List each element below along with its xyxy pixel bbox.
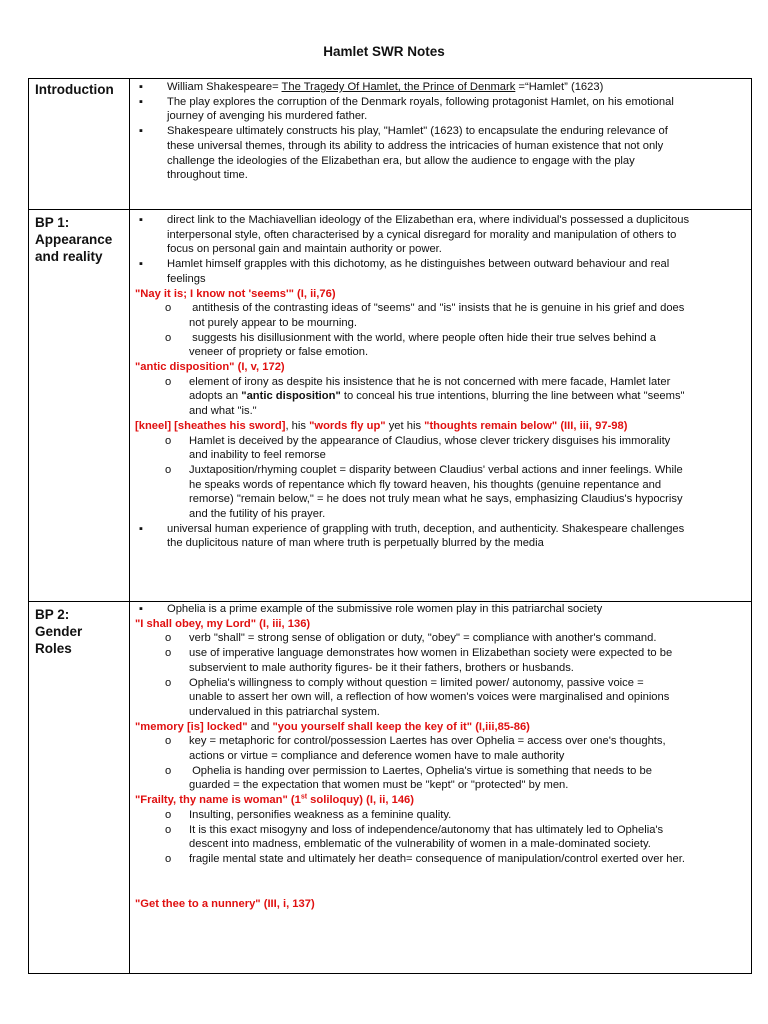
- quote: "antic disposition" (I, v, 172): [135, 361, 285, 374]
- list-item: o Ophelia is handing over permission to Laertes, Ophelia's virtue is something that needs to be: [165, 764, 652, 777]
- list-item: o It is this exact misogyny and loss of independence/autonomy that has ultimately led to Ophelia's: [165, 823, 664, 836]
- intro-cell: ▪ William Shakespeare= The Tragedy Of Hamlet, the Prince of Denmark =“Hamlet” (1623) ▪ The play explores the corruption of the Denmark royals, following protagonist Hamlet, on his emotional journey of avenging his murdered father. ▪ Shakespeare ultimately constructs his play, "Hamlet" (1623) to encapsulate the enduring relevance of these universal themes, through its ability to address the intricacies of human existence that not only challenge the ideologies of the Elizabethan era, but allow the audience to engage with the play throughout time.: [135, 80, 745, 183]
- list-item: ▪ William Shakespeare= The Tragedy Of Hamlet, the Prince of Denmark =“Hamlet” (1623): [139, 81, 604, 93]
- list-item: o element of irony as despite his insistence that he is not concerned with mere facade, Hamlet later: [165, 375, 671, 388]
- quote: "Get thee to a nunnery" (III, i, 137): [135, 897, 315, 910]
- list-item: ▪ Shakespeare ultimately constructs his play, "Hamlet" (1623) to encapsulate the enduring relevance of: [139, 125, 668, 138]
- list-item: ▪ direct link to the Machiavellian ideology of the Elizabethan era, where individual's possessed a duplicitous: [139, 214, 690, 226]
- list-item: o antithesis of the contrasting ideas of "seems" and "is" insists that he is genuine in his grief and does: [165, 302, 685, 315]
- list-item: ▪ The play explores the corruption of the Denmark royals, following protagonist Hamlet, on his emotional: [139, 95, 674, 108]
- list-item: o Juxtaposition/rhyming couplet = disparity between Claudius' verbal actions and inner feelings. While: [165, 463, 683, 476]
- bp1-label: BP 1: Appearance and reality: [35, 215, 113, 264]
- intro-label: Introduction: [35, 82, 114, 97]
- page-title: Hamlet SWR Notes: [323, 44, 445, 59]
- list-item: o Insulting, personifies weakness as a feminine quality.: [165, 808, 452, 821]
- list-item: o Ophelia's willingness to comply without question = limited power/ autonomy, passive voice =: [165, 676, 644, 689]
- list-item: o fragile mental state and ultimately her death= consequence of manipulation/control exerted over her.: [165, 852, 685, 865]
- list-item: ▪ Hamlet himself grapples with this dichotomy, as he distinguishes between outward behaviour and real: [139, 258, 670, 271]
- list-item: o key = metaphoric for control/possession Laertes has over Ophelia = access over one's thoughts,: [165, 735, 666, 748]
- quote: "Frailty, thy name is woman" (1st soliloquy) (I, ii, 146): [135, 793, 414, 807]
- quote: "Nay it is; I know not 'seems'" (I, ii,76): [135, 287, 336, 300]
- list-item: ▪ Ophelia is a prime example of the submissive role women play in this patriarchal society: [139, 603, 603, 615]
- list-item: o suggests his disillusionment with the world, where people often hide their true selves behind a: [165, 331, 657, 344]
- quote: "I shall obey, my Lord" (I, iii, 136): [135, 617, 311, 630]
- bp2-label: BP 2: Gender Roles: [35, 607, 83, 656]
- bp2-cell: ▪ Ophelia is a prime example of the submissive role women play in this patriarchal society "I shall obey, my Lord" (I, iii, 136) o verb "shall" = strong sense of obligation or duty, "obey" = compliance with another's command. o use of imperative language demonstrates how women in Elizabethan society were expected to be subservient to male authority figures- be it their fathers, brothers or husbands. o Ophelia's willingness to comply without question = limited power/ autonomy, passive voice = unable to assert her own will, a reflection of how women's voices were marginalised and opinions undervalued in this patriarchal system. "memory [is] locked" and "you yourself shall keep the key of it" (I,iii,85-86) o key = metaphoric for control/possession Laertes has over Ophelia = access over one's thoughts, actions or virtue = compliance and deference women have to male authority o Ophelia is handing over permission to Laertes, Ophelia's virtue is something that needs to be guarded = the expectation that women must be "kept" or "protected" by men. "Frailty, thy name is woman" (1st soliloquy) (I, ii, 146) o Insulting, personifies weakness as a feminine quality. o It is this exact misogyny and loss of independence/autonomy that has ultimately led to Ophelia's descent into madness, emblematic of the vulnerability of women in a male-dominated society. o fragile mental state and ultimately her death= consequence of manipulation/control exerted over her. "Get thee to a nunnery" (III, i, 137): [135, 602, 745, 911]
- list-item: ▪ universal human experience of grappling with truth, deception, and authenticity. Shakespeare challenges: [139, 522, 685, 535]
- list-item: o verb "shall" = strong sense of obligation or duty, "obey" = compliance with another's command.: [165, 632, 657, 645]
- column-divider: [129, 79, 130, 973]
- quote: "memory [is] locked" and "you yourself shall keep the key of it" (I,iii,85-86): [135, 720, 530, 733]
- bp1-cell: ▪ direct link to the Machiavellian ideology of the Elizabethan era, where individual's possessed a duplicitous interpersonal style, often characterised by a cynical disregard for morality and manipulation of others to focus on personal gain and maintain authority or power. ▪ Hamlet himself grapples with this dichotomy, as he distinguishes between outward behaviour and real feelings "Nay it is; I know not 'seems'" (I, ii,76) o antithesis of the contrasting ideas of "seems" and "is" insists that he is genuine in his grief and does not purely appear to be mourning. o suggests his disillusionment with the world, where people often hide their true selves behind a veneer of propriety or false emotion. "antic disposition" (I, v, 172) o element of irony as despite his insistence that he is not concerned with mere facade, Hamlet later adopts an "antic disposition" to conceal his true intentions, blurring the line between what "seems" and what "is." [kneel] [sheathes his sword], his "words fly up" yet his "thoughts remain below" (III, iii, 97-98) o Hamlet is deceived by the appearance of Claudius, whose clever trickery disguises his immorality and inability to feel remorse o Juxtaposition/rhyming couplet = disparity between Claudius' verbal actions and inner feelings. While he speaks words of repentance which fly toward heaven, his thoughts (genuine repentance and remorse) "remain below," = he does not truly mean what he says, emphasizing Claudius's hypocrisy and the futility of his prayer. ▪ universal human experience of grappling with truth, deception, and authenticity. Shakespeare challenges the duplicitous nature of man where truth is perpetually blurred by the media: [135, 213, 745, 551]
- list-item: o Hamlet is deceived by the appearance of Claudius, whose clever trickery disguises his immorality: [165, 434, 671, 447]
- list-item: o use of imperative language demonstrates how women in Elizabethan society were expected to be: [165, 647, 673, 660]
- notes-table: [28, 78, 752, 974]
- quote: [kneel] [sheathes his sword], his "words fly up" yet his "thoughts remain below" (III, iii, 97-98): [135, 419, 628, 432]
- row-divider: [29, 209, 751, 210]
